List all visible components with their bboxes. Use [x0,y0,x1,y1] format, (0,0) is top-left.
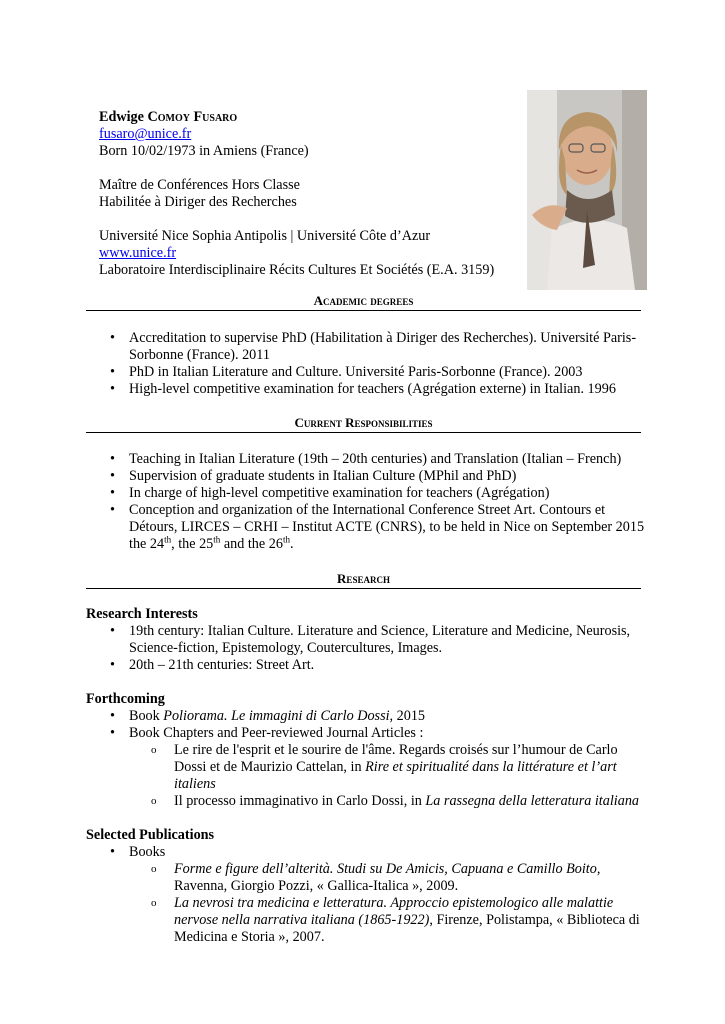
contact-header [99,109,519,279]
list-item: • Supervision of graduate students in Italian Culture (MPhil and PhD) [110,468,645,485]
list-item: • Book Poliorama. Le immagini di Carlo Dossi, 2015 [86,708,641,725]
university-name: Université Nice Sophia Antipolis | Université Côte d’Azur [99,228,431,244]
habilitation-title: Habilitée à Diriger des Recherches [99,194,297,210]
website-link[interactable]: www.unice.fr [99,245,177,261]
academic-degrees-heading: Academic degrees [86,293,641,311]
list-item: • 20th – 21th centuries: Street Art. [86,657,641,674]
research-interests-list [86,623,641,674]
list-item: • Accreditation to supervise PhD (Habilitation à Diriger des Recherches). Université Paris-Sorbonne (France). 2011 [110,330,645,364]
publications-list [86,844,641,946]
forthcoming-heading: Forthcoming [86,691,165,707]
list-item: o Il processo immaginativo in Carlo Dossi, in La rassegna della letteratura italiana [129,793,641,810]
list-item: • Conception and organization of the International Conference Street Art. Contours et Détours, LIRCES – CRHI – Institut ACTE (CNRS), to be held in Nice on September 2015 the 24th, the 25th and the 26th. [110,502,645,553]
research-heading: Research [86,571,641,589]
academic-degrees-list [110,330,645,398]
research-interests-heading: Research Interests [86,606,198,622]
list-item: • In charge of high-level competitive examination for teachers (Agrégation) [110,485,645,502]
chapters-sublist [129,742,641,810]
birth-info: Born 10/02/1973 in Amiens (France) [99,143,309,159]
list-item: o La nevrosi tra medicina e letteratura. Approccio epistemologico alle malattie nervose nella narrativa italiana (1865-1922), Firenze, Polistampa, « Biblioteca di Medicina e Storia », 2007. [129,895,641,946]
list-item: • Teaching in Italian Literature (19th – 20th centuries) and Translation (Italian – French) [110,451,645,468]
books-sublist [129,861,641,946]
list-item: • Book Chapters and Peer-reviewed Journal Articles : o Le rire de l'esprit et le sourire de l'âme. Regards croisés sur l’humour de Carlo Dossi et de Maurizio Cattelan, in Rire et spiritualité dans la littérature et l’art italiens o Il processo immaginativo in Carlo Dossi, in La rassegna della letteratura italiana [86,725,641,810]
list-item: • High-level competitive examination for teachers (Agrégation externe) in Italian. 1996 [110,381,645,398]
selected-publications-heading: Selected Publications [86,827,215,843]
person-name: Edwige Comoy Fusaro [99,109,238,125]
current-responsibilities-heading: Current Responsibilities [86,415,641,433]
position-title: Maître de Conférences Hors Classe [99,177,300,193]
laboratory-name: Laboratoire Interdisciplinaire Récits Cultures Et Sociétés (E.A. 3159) [99,262,495,278]
list-item: o Forme e figure dell’alterità. Studi su De Amicis, Capuana e Camillo Boito, Ravenna, Giorgio Pozzi, « Gallica-Italica », 2009. [129,861,641,895]
research-section [86,606,641,946]
list-item: o Le rire de l'esprit et le sourire de l'âme. Regards croisés sur l’humour de Carlo Dossi et de Maurizio Cattelan, in Rire et spiritualité dans la littérature et l’art italiens [129,742,641,793]
email-link[interactable]: fusaro@unice.fr [99,126,192,142]
list-item: • PhD in Italian Literature and Culture. Université Paris-Sorbonne (France). 2003 [110,364,645,381]
forthcoming-list [86,708,641,810]
profile-photo [527,90,647,290]
list-item: • 19th century: Italian Culture. Literature and Science, Literature and Medicine, Neurosis, Science-fiction, Epistemology, Coutercultures, Images. [86,623,641,657]
list-item: • Books o Forme e figure dell’alterità. Studi su De Amicis, Capuana e Camillo Boito, Ravenna, Giorgio Pozzi, « Gallica-Italica », 2009. o La nevrosi tra medicina e letteratura. Approccio epistemologico alle malattie nervose nella narrativa italiana (1865-1922), Firenze, Polistampa, « Biblioteca di Medicina e Storia », 2007. [86,844,641,946]
responsibilities-list [110,451,645,553]
